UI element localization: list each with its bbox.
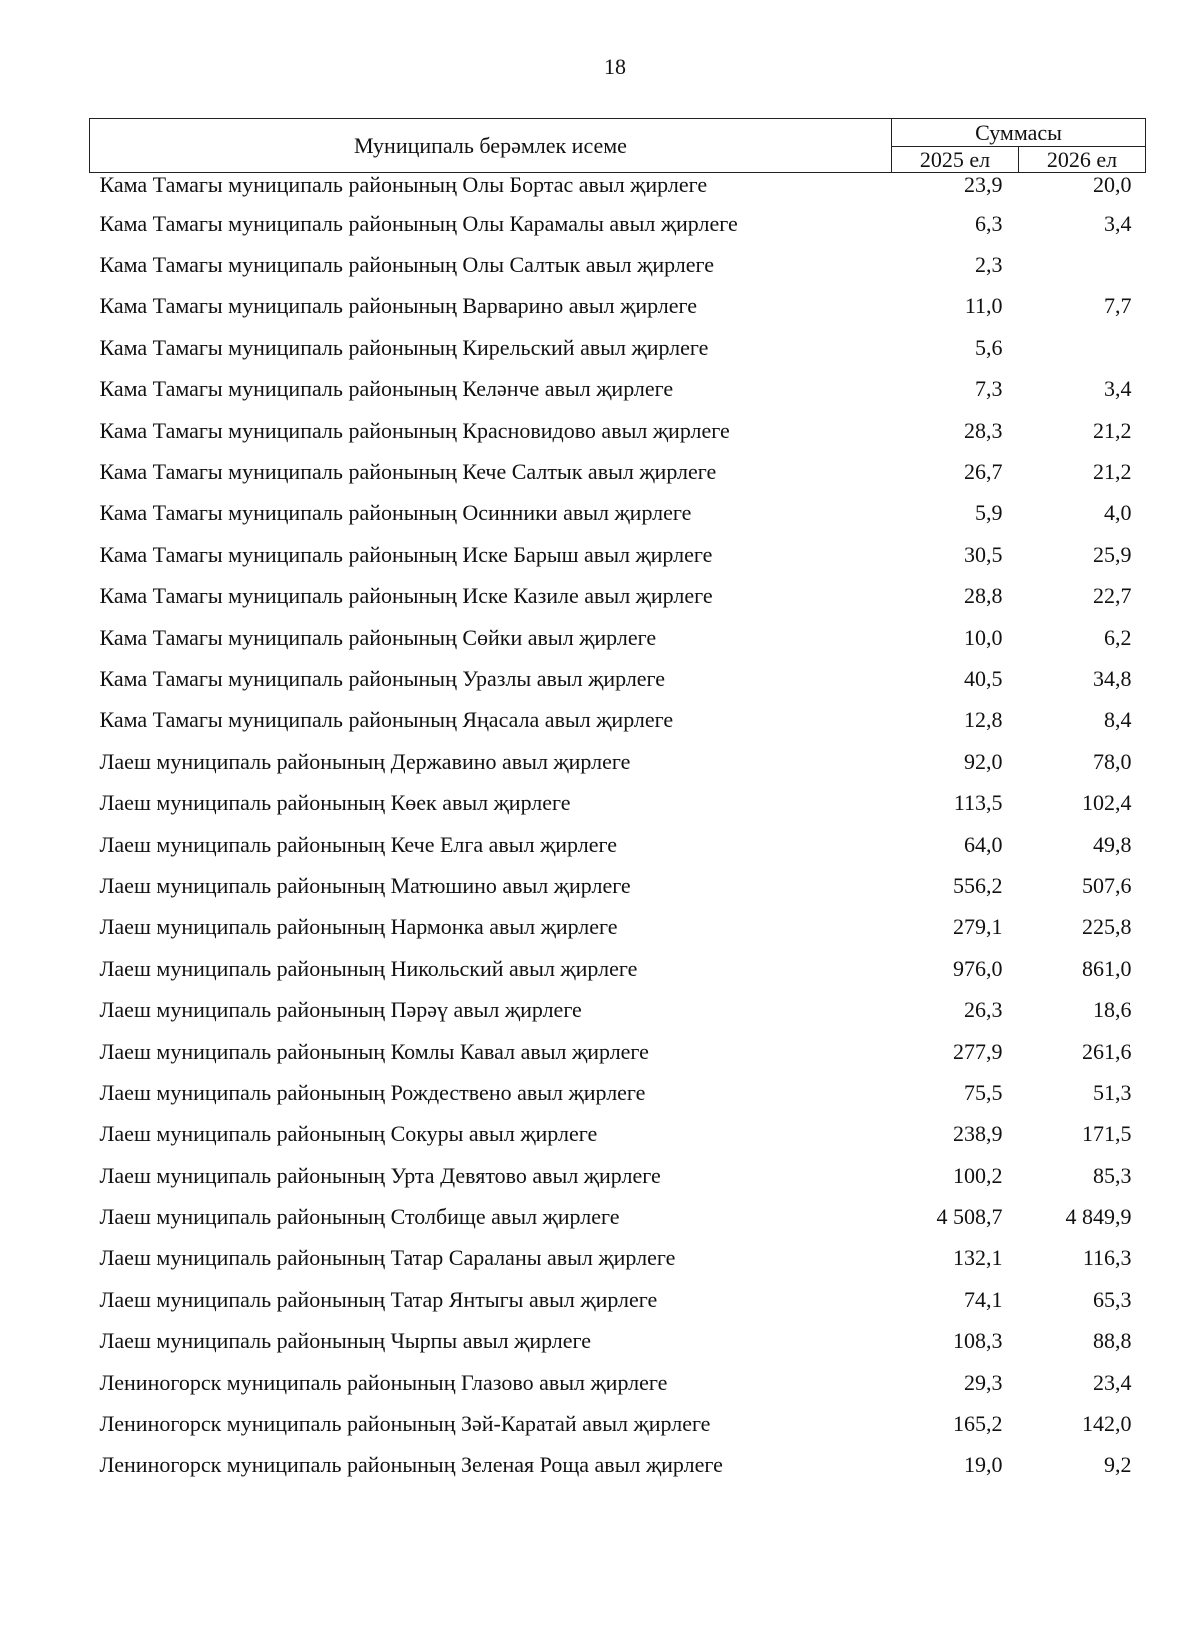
municipality-name: Лаеш муниципаль районының Матюшино авыл җирлеге [99,872,631,898]
table-row [90,493,1146,534]
amount-2026: 4 849,9 [1065,1204,1132,1230]
amount-2026: 3,4 [1104,210,1132,236]
amount-2025: 19,0 [964,1452,1003,1478]
amount-2025: 40,5 [964,665,1003,691]
table-row [90,658,1146,699]
amount-2026: 142,0 [1082,1411,1132,1437]
amount-2026 [1019,244,1146,285]
table-row [90,173,1146,204]
amount-2025: 238,9 [953,1121,1003,1147]
amount-2025: 132,1 [953,1245,1003,1271]
amount-2025: 26,7 [964,459,1003,485]
amount-2026: 88,8 [1093,1328,1132,1354]
municipality-name: Лениногорск муниципаль районының Зеленая Роща авыл җирлеге [99,1452,723,1478]
table-row [90,1279,1146,1320]
municipality-name: Лаеш муниципаль районының Нармонка авыл җирлеге [99,914,618,940]
amount-2025: 92,0 [964,748,1003,774]
municipality-name: Кама Тамагы муниципаль районының Сөйки авыл җирлеге [99,624,657,650]
table-row [90,907,1146,948]
table-row [90,1362,1146,1403]
table-row [90,286,1146,327]
amount-2026: 861,0 [1082,955,1132,981]
amount-2025: 74,1 [964,1286,1003,1312]
amount-2025: 75,5 [964,1079,1003,1105]
municipality-name: Кама Тамагы муниципаль районының Кече Салтык авыл җирлеге [99,459,717,485]
municipality-name: Кама Тамагы муниципаль районының Варварино авыл җирлеге [99,293,698,319]
amount-2025: 108,3 [953,1328,1003,1354]
header-year-2026: 2026 ел [1019,147,1146,173]
header-year-2025: 2025 ел [892,147,1019,173]
amount-2025: 30,5 [964,541,1003,567]
municipality-name: Лаеш муниципаль районының Державино авыл җирлеге [99,748,631,774]
municipality-name: Лаеш муниципаль районының Никольский авыл җирлеге [99,955,638,981]
table-row [90,327,1146,368]
amount-2026: 85,3 [1093,1162,1132,1188]
table-row [90,865,1146,906]
table-row [90,617,1146,658]
amount-2025: 976,0 [953,955,1003,981]
amount-2025: 5,9 [975,500,1003,526]
header-sum: Суммасы [892,119,1146,147]
amount-2026: 507,6 [1082,872,1132,898]
amount-2025: 11,0 [964,293,1003,319]
amount-2026: 102,4 [1082,790,1132,816]
municipality-name: Кама Тамагы муниципаль районының Осинники авыл җирлеге [99,500,692,526]
table-row [90,1031,1146,1072]
municipality-name: Лаеш муниципаль районының Чырпы авыл җирлеге [99,1328,592,1354]
amount-2026: 25,9 [1093,541,1132,567]
table-row [90,989,1146,1030]
table-row [90,1238,1146,1279]
municipality-name: Лениногорск муниципаль районының Зәй-Каратай авыл җирлеге [99,1411,711,1437]
amount-2026: 21,2 [1093,459,1132,485]
table-row [90,1114,1146,1155]
amount-2026: 23,4 [1093,1369,1132,1395]
amount-2026: 4,0 [1104,500,1132,526]
table-row [90,369,1146,410]
amount-2026: 116,3 [1082,1245,1132,1271]
amount-2026: 9,2 [1104,1452,1132,1478]
table-row [90,948,1146,989]
amount-2026: 34,8 [1093,665,1132,691]
municipality-name: Лаеш муниципаль районының Рождествено авыл җирлеге [99,1079,646,1105]
amount-2026: 171,5 [1082,1121,1132,1147]
municipality-name: Лаеш муниципаль районының Урта Девятово авыл җирлеге [99,1162,661,1188]
amount-2025: 64,0 [964,831,1003,857]
municipality-name: Лаеш муниципаль районының Татар Сараланы авыл җирлеге [99,1245,676,1271]
table-row [90,576,1146,617]
amount-2025: 113,5 [953,790,1003,816]
amount-2025: 10,0 [964,624,1003,650]
municipality-name: Лаеш муниципаль районының Кече Елга авыл җирлеге [99,831,617,857]
amount-2026: 8,4 [1104,707,1132,733]
municipality-name: Лаеш муниципаль районының Комлы Кавал авыл җирлеге [99,1038,649,1064]
header-municipality-name: Муниципаль берәмлек исеме [90,119,892,173]
municipality-name: Кама Тамагы муниципаль районының Олы Салтык авыл җирлеге [99,252,715,278]
municipality-name: Кама Тамагы муниципаль районының Яңасала авыл җирлеге [99,707,674,733]
municipality-name: Кама Тамагы муниципаль районының Иске Барыш авыл җирлеге [99,541,713,567]
page-number: 18 [604,54,626,79]
budget-table [89,118,1146,1486]
table-row [90,534,1146,575]
amount-2025: 26,3 [964,997,1003,1023]
table-row [90,451,1146,492]
table-row [90,1196,1146,1237]
amount-2025: 7,3 [975,376,1003,402]
table-body [90,173,1146,1487]
amount-2026: 51,3 [1093,1079,1132,1105]
municipality-name: Лаеш муниципаль районының Көек авыл җирлеге [99,790,571,816]
amount-2025: 2,3 [975,252,1003,278]
municipality-name: Кама Тамагы муниципаль районының Красновидово авыл җирлеге [99,417,730,443]
amount-2025: 12,8 [964,707,1003,733]
amount-2026: 6,2 [1104,624,1132,650]
amount-2025: 100,2 [953,1162,1003,1188]
municipality-name: Лаеш муниципаль районының Столбище авыл җирлеге [99,1204,620,1230]
table-row [90,203,1146,244]
municipality-name: Кама Тамагы муниципаль районының Олы Бортас авыл җирлеге [99,172,708,197]
table-row [90,1321,1146,1362]
amount-2026: 78,0 [1093,748,1132,774]
amount-2025: 165,2 [953,1411,1003,1437]
amount-2026: 21,2 [1093,417,1132,443]
amount-2025: 556,2 [953,872,1003,898]
amount-2025: 5,6 [975,334,1003,360]
amount-2025: 6,3 [975,210,1003,236]
amount-2025: 279,1 [953,914,1003,940]
municipality-name: Лаеш муниципаль районының Пәрәү авыл җирлеге [99,997,582,1023]
amount-2026 [1019,327,1146,368]
amount-2026: 20,0 [1093,172,1132,197]
table-row [90,1072,1146,1113]
table-header [90,119,1146,173]
table-row [90,824,1146,865]
table-row [90,1155,1146,1196]
table-row [90,782,1146,823]
municipality-name: Кама Тамагы муниципаль районының Уразлы авыл җирлеге [99,665,666,691]
amount-2026: 3,4 [1104,376,1132,402]
municipality-name: Лаеш муниципаль районының Татар Янтыгы авыл җирлеге [99,1286,658,1312]
table-row [90,1403,1146,1444]
table-row [90,700,1146,741]
amount-2026: 261,6 [1082,1038,1132,1064]
table-row [90,244,1146,285]
amount-2025: 4 508,7 [936,1204,1003,1230]
municipality-name: Лениногорск муниципаль районының Глазово авыл җирлеге [99,1369,668,1395]
amount-2026: 22,7 [1093,583,1132,609]
municipality-name: Кама Тамагы муниципаль районының Кирельский авыл җирлеге [99,334,709,360]
amount-2026: 7,7 [1104,293,1132,319]
table-row [90,1445,1146,1486]
amount-2026: 225,8 [1082,914,1132,940]
amount-2026: 65,3 [1093,1286,1132,1312]
municipality-name: Лаеш муниципаль районының Сокуры авыл җирлеге [99,1121,598,1147]
municipality-name: Кама Тамагы муниципаль районының Олы Карамалы авыл җирлеге [99,210,738,236]
amount-2025: 277,9 [953,1038,1003,1064]
amount-2026: 18,6 [1093,997,1132,1023]
amount-2025: 28,3 [964,417,1003,443]
amount-2025: 23,9 [964,172,1003,197]
table-row [90,741,1146,782]
table-row [90,410,1146,451]
municipality-name: Кама Тамагы муниципаль районының Келәнче авыл җирлеге [99,376,674,402]
municipality-name: Кама Тамагы муниципаль районының Иске Казиле авыл җирлеге [99,583,713,609]
amount-2026: 49,8 [1093,831,1132,857]
amount-2025: 29,3 [964,1369,1003,1395]
amount-2025: 28,8 [964,583,1003,609]
